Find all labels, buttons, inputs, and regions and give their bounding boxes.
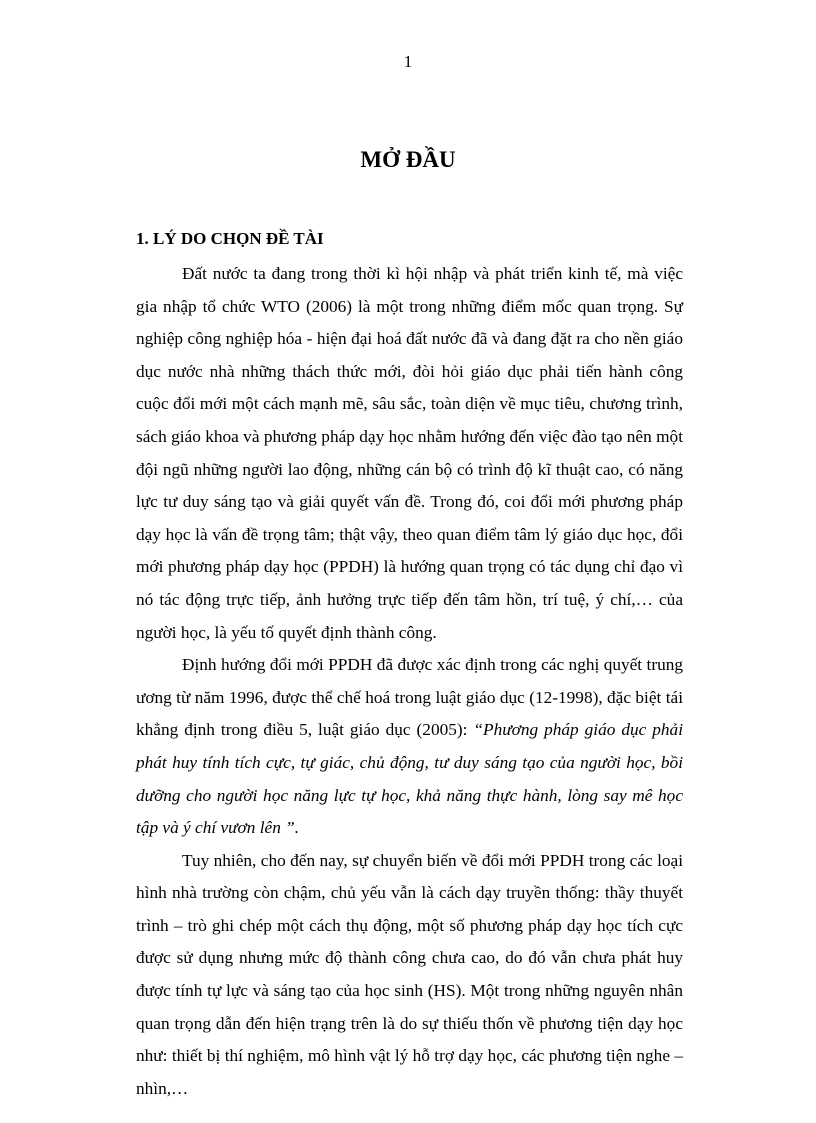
paragraph-2-text: Định hướng đổi mới PPDH đã được xác định trong các nghị quyết trung ương từ năm 1996, được thể chế hoá trong luật giáo dục (12-1998), đặc biệt tái khẳng định trong điều 5, luật giáo dục (2005):: [136, 655, 683, 740]
section-heading: 1. LÝ DO CHỌN ĐỀ TÀI: [136, 229, 324, 248]
paragraph-2: [136, 649, 683, 845]
body-text: [136, 258, 683, 1105]
page-title: MỞ ĐẦU: [360, 147, 456, 172]
paragraph-1: Đất nước ta đang trong thời kì hội nhập và phát triển kinh tế, mà việc gia nhập tổ chức WTO (2006) là một trong những điểm mốc quan trọng. Sự nghiệp công nghiệp hóa - hiện đại hoá đất nước đã và đang đặt ra cho nền giáo dục nước nhà những thách thức mới, đòi hỏi giáo dục phải tiến hành công cuộc đổi mới một cách mạnh mẽ, sâu sắc, toàn diện về mục tiêu, chương trình, sách giáo khoa và phương pháp dạy học nhằm hướng đến việc đào tạo nên một đội ngũ những người lao động, những cán bộ có trình độ kĩ thuật cao, có năng lực tư duy sáng tạo và giải quyết vấn đề. Trong đó, coi đổi mới phương pháp dạy học là vấn đề trọng tâm; thật vậy, theo quan điểm tâm lý giáo dục học, đổi mới phương pháp dạy học (PPDH) là hướng quan trọng có tác dụng chỉ đạo vì nó tác động trực tiếp, ảnh hưởng trực tiếp đến tâm hồn, trí tuệ, ý chí,… của người học, là yếu tố quyết định thành công.: [136, 264, 683, 642]
law-quote: “Phương pháp giáo dục phải phát huy tính tích cực, tự giác, chủ động, tư duy sáng tạo của người học, bồi dưỡng cho người học năng lực tự học, khả năng thực hành, lòng say mê học tập và ý chí vươn lên ”.: [136, 720, 683, 838]
paragraph-3: Tuy nhiên, cho đến nay, sự chuyển biến về đổi mới PPDH trong các loại hình nhà trường còn chậm, chủ yếu vẫn là cách dạy truyền thống: thầy thuyết trình – trò ghi chép một cách thụ động, một số phương pháp dạy học tích cực được sử dụng nhưng mức độ thành công chưa cao, do đó vẫn chưa phát huy được tính tự lực và sáng tạo của học sinh (HS). Một trong những nguyên nhân quan trọng dẫn đến hiện trạng trên là do sự thiếu thốn về phương tiện dạy học như: thiết bị thí nghiệm, mô hình vật lý hỗ trợ dạy học, các phương tiện nghe – nhìn,…: [136, 850, 683, 1098]
page-number: 1: [403, 52, 413, 71]
